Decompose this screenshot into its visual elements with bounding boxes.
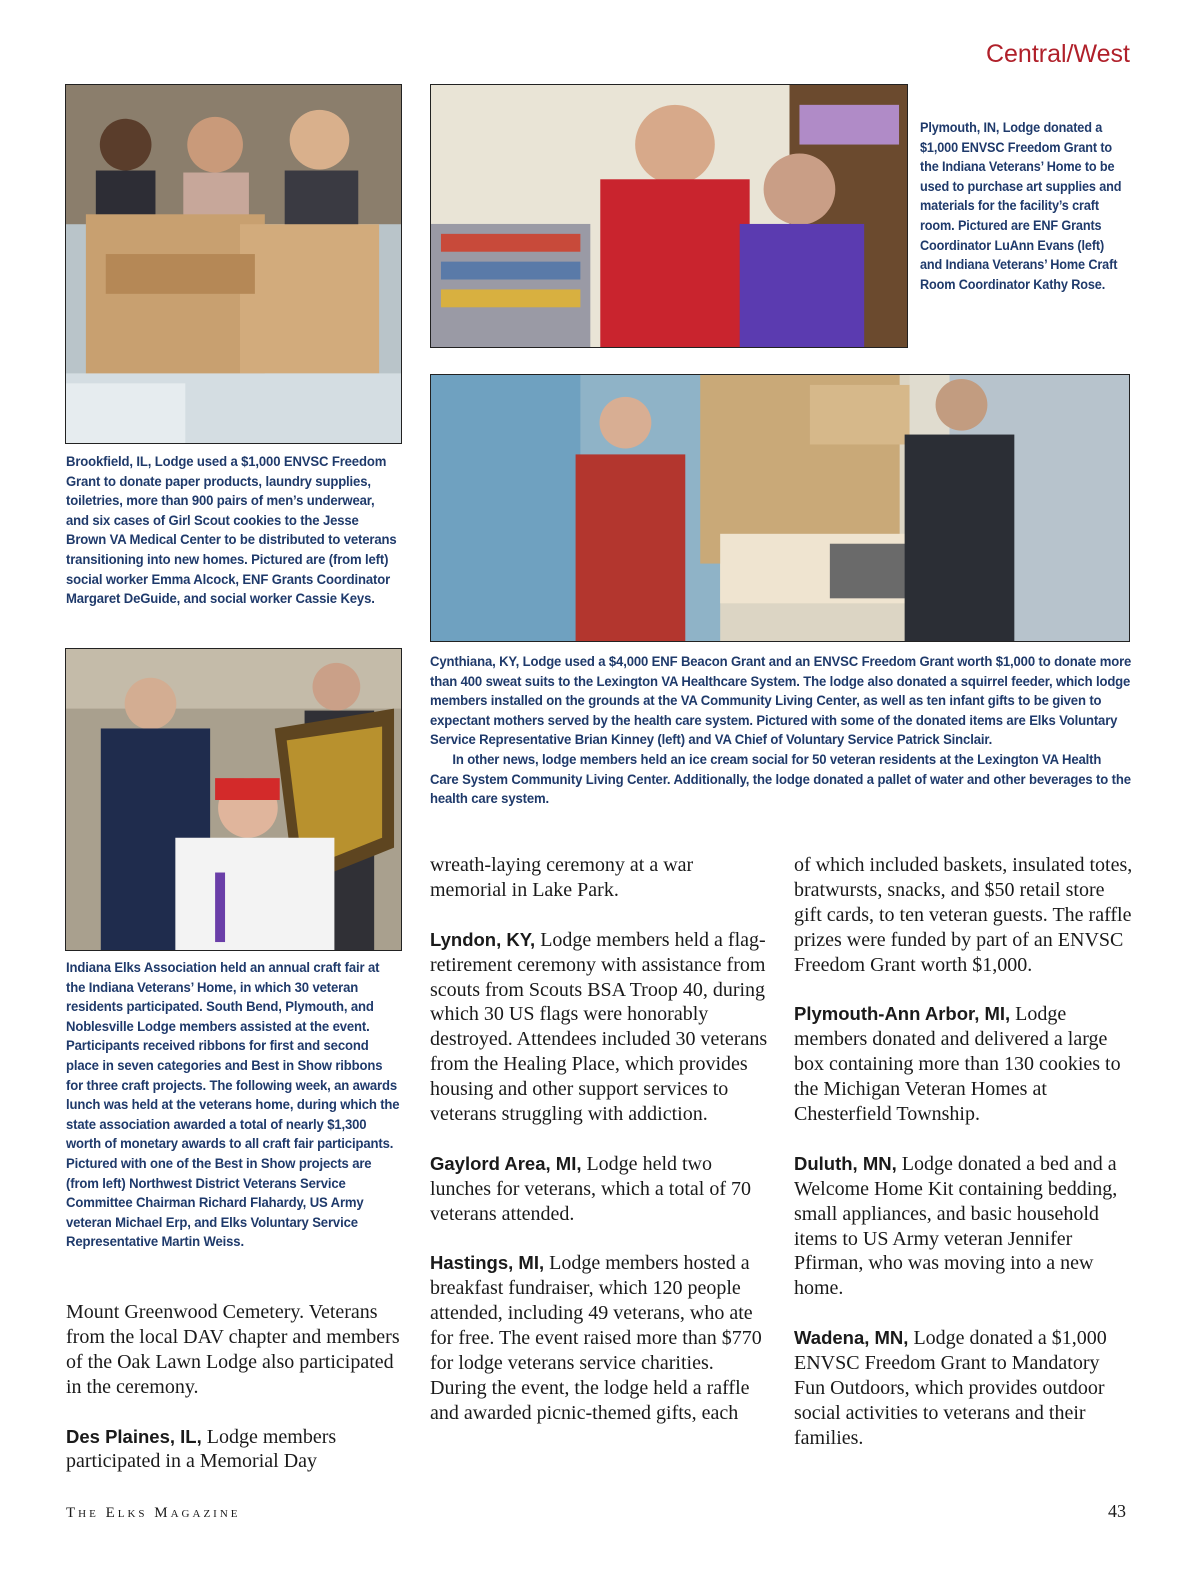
magazine-name: The Elks Magazine	[66, 1505, 241, 1521]
plymouth-in-caption	[920, 118, 1127, 294]
article-lead: Des Plaines, IL,	[66, 1425, 202, 1447]
article-lead: Hastings, MI,	[430, 1252, 545, 1274]
article-lyndon	[430, 928, 770, 1127]
caption-text: Lodge used a $1,000 ENVSC Freedom Grant to donate paper products, laundry supplies, toiletries, more than 900 pairs of men’s underwear, and six cases of Girl Scout cookies to the Jesse Brown VA Medical Center to be distributed to veterans transitioning into new homes. Pictured are (from left) social worker Emma Alcock, ENF Grants Coordinator Margaret DeGuide, and social worker Cassie Keys.	[66, 453, 397, 607]
caption-text-2: In other news, lodge members held an ice cream social for 50 veteran residents at the Lexington VA Health Care System Community Living Center. Additionally, the lodge donated a pallet of water and other beverages to the health care system.	[430, 750, 1131, 807]
article-plymouth-ann-arbor	[794, 1002, 1134, 1127]
article-text: Lodge members hosted a breakfast fundraiser, which 120 people attended, including 49 veterans, who ate for free. The event raised more than $770 for lodge veterans service charities. During the event, the lodge held a raffle and awarded picnic-themed gifts, each	[430, 1252, 762, 1424]
caption-text: Lodge used a $4,000 ENF Beacon Grant and an ENVSC Freedom Grant worth $1,000 to donate more than 400 sweat suits to the Lexington VA Healthcare System. The lodge also donated a squirrel feeder, which lodge members installed on the grounds at the VA Community Living Center, as well as ten infant gifts to be given to expectant mothers served by the health care system. Pictured with some of the donated items are Elks Voluntary Service Representative Brian Kinney (left) and VA Chief of Voluntary Service Patrick Sinclair.	[430, 653, 1132, 748]
article-lead: Plymouth-Ann Arbor, MI,	[794, 1003, 1011, 1025]
brookfield-photo	[65, 84, 402, 444]
article-des-plaines	[66, 1425, 400, 1475]
article-gaylord	[430, 1152, 770, 1227]
caption-lead: Cynthiana, KY,	[430, 653, 520, 669]
plymouth-in-photo	[430, 84, 908, 348]
article-lead: Duluth, MN,	[794, 1152, 897, 1174]
column-3	[794, 853, 1134, 1476]
page-number: 43	[1108, 1501, 1126, 1521]
column-1	[66, 1300, 400, 1499]
continued-paragraph: wreath-laying ceremony at a war memorial in Lake Park.	[430, 854, 694, 901]
article-text: Lodge members held a flag-retirement ceremony with assistance from scouts from Scouts BSA Troop 40, during which 30 US flags were honorably destroyed. Attendees included 30 veterans from the Healing Place, which provides housing and other support services to veterans struggling with addiction.	[430, 928, 768, 1126]
caption-lead: Plymouth, IN,	[920, 119, 1000, 135]
continued-paragraph: Mount Greenwood Cemetery. Veterans from the local DAV chapter and members of the Oak Lawn Lodge also participated in the ceremony.	[66, 1301, 400, 1398]
cynthiana-photo	[430, 374, 1130, 642]
article-text: Lodge donated a bed and a Welcome Home Kit containing bedding, small appliances, and basic household items to US Army veteran Jennifer Pfirman, who was moving into a new home.	[794, 1152, 1118, 1300]
article-text: Lodge donated a $1,000 ENVSC Freedom Grant to Mandatory Fun Outdoors, which provides outdoor social activities to veterans and their families.	[794, 1327, 1107, 1449]
section-label: Central/West	[985, 40, 1130, 68]
article-lead: Wadena, MN,	[794, 1327, 909, 1349]
article-hastings	[430, 1251, 770, 1425]
article-text: Lodge held two lunches for veterans, which a total of 70 veterans attended.	[430, 1152, 752, 1225]
caption-text: Lodge donated a $1,000 ENVSC Freedom Grant to the Indiana Veterans’ Home to be used to purchase art supplies and materials for the facility’s craft room. Pictured are ENF Grants Coordinator LuAnn Evans (left) and Indiana Veterans’ Home Craft Room Coordinator Kathy Rose.	[920, 119, 1122, 292]
article-text: Lodge members participated in a Memorial Day	[66, 1425, 337, 1473]
cynthiana-caption	[430, 652, 1132, 809]
indiana-elks-caption	[66, 958, 401, 1252]
continued-paragraph: of which included baskets, insulated totes, bratwursts, snacks, and $50 retail store gift cards, to ten veteran guests. The raffle prizes were funded by part of an ENVSC Freedom Grant worth $1,000.	[794, 854, 1133, 976]
indiana-elks-photo	[65, 648, 402, 951]
article-wadena	[794, 1326, 1134, 1451]
brookfield-caption	[66, 452, 401, 609]
article-lead: Lyndon, KY,	[430, 928, 536, 950]
column-2	[430, 853, 770, 1451]
caption-text: held an annual craft fair at the Indiana Veterans’ Home, in which 30 veteran residents participated. South Bend, Plymouth, and Noblesville Lodge members assisted at the event. Participants received ribbons for first and second place in seven categories and Best in Show ribbons for three craft projects. The following week, an awards lunch was held at the veterans home, during which the state association awarded a total of nearly $1,300 worth of monetary awards to all craft fair participants. Pictured with one of the Best in Show projects are (from left) Northwest District Veterans Service Committee Chairman Richard Flahardy, US Army veteran Michael Erp, and Elks Voluntary Service Representative Martin Weiss.	[66, 959, 400, 1250]
article-text: Lodge members donated and delivered a large box containing more than 130 cookies to the Michigan Veteran Homes at Chesterfield Township.	[794, 1003, 1121, 1126]
article-duluth	[794, 1152, 1134, 1301]
caption-lead: Brookfield, IL,	[66, 453, 152, 469]
article-lead: Gaylord Area, MI,	[430, 1152, 582, 1174]
caption-lead: Indiana Elks Association	[66, 959, 217, 975]
